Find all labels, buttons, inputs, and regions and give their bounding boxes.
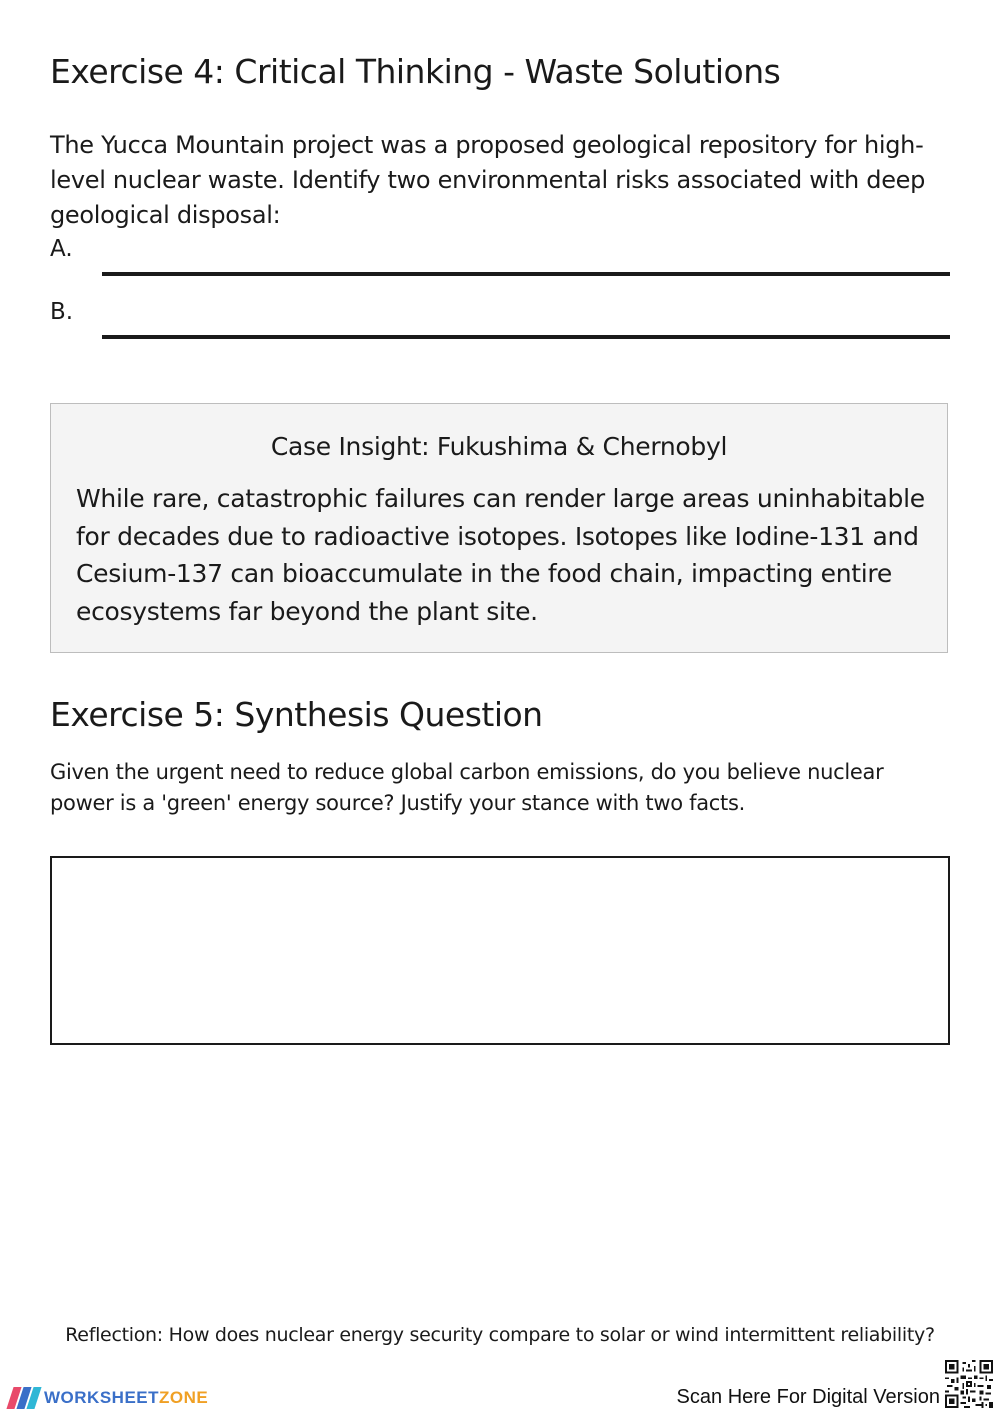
answer-line-a[interactable]: [50, 236, 950, 276]
worksheetzone-logo: [6, 1384, 208, 1412]
exercise-4-prompt: The Yucca Mountain project was a proposed geological repository for high-level nuclear waste. Identify two environmental risks associated with deep geological disposal:: [50, 131, 926, 229]
answer-underline-a[interactable]: [102, 272, 950, 276]
logo-text: [44, 1388, 208, 1408]
case-insight-title: Case Insight: Fukushima & Chernobyl: [270, 432, 728, 461]
synthesis-answer-box[interactable]: [50, 856, 950, 1045]
logo-text-zone: ZONE: [159, 1388, 209, 1407]
exercise-4-heading: Exercise 4: Critical Thinking - Waste Solutions: [50, 52, 781, 91]
answer-label-a: A.: [50, 236, 73, 262]
logo-text-worksheet: WORKSHEET: [44, 1388, 159, 1407]
case-insight-body: While rare, catastrophic failures can render large areas uninhabitable for decades due to radioactive isotopes. Isotopes like Iodine-131 and Cesium-137 can bioaccumulate in the food chain, impacting entire ecosystems far beyond the plant site.: [76, 484, 925, 626]
exercise-5-prompt: Given the urgent need to reduce global carbon emissions, do you believe nuclear power is a 'green' energy source? Justify your stance with two facts.: [50, 760, 884, 815]
qr-code-icon[interactable]: [945, 1360, 993, 1408]
case-insight-box: [50, 403, 948, 653]
scan-label: Scan Here For Digital Version: [676, 1386, 940, 1408]
answer-label-b: B.: [50, 299, 74, 325]
answer-underline-b[interactable]: [102, 335, 950, 339]
exercise-5-heading: Exercise 5: Synthesis Question: [50, 695, 543, 734]
logo-icon: [6, 1385, 44, 1411]
reflection-question: Reflection: How does nuclear energy security compare to solar or wind intermittent reliability?: [65, 1324, 935, 1346]
answer-line-b[interactable]: [50, 299, 950, 339]
